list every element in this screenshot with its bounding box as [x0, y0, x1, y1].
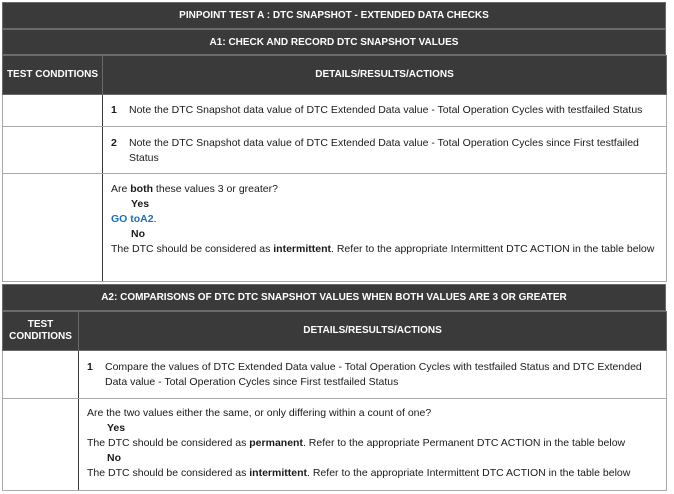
a1-heading: A1: CHECK AND RECORD DTC SNAPSHOT VALUES — [2, 29, 666, 55]
a2-col-details: DETAILS/RESULTS/ACTIONS — [79, 312, 667, 351]
table-row: Are both these values 3 or greater? Yes GO toA2. No The DTC should be considered as intermittent. Refer to the appropriate Intermittent DTC ACTION in the table below — [3, 174, 667, 282]
a1-no-label: No — [131, 228, 145, 240]
a2-yes-text: The DTC should be considered as permanent. Refer to the appropriate Permanent DTC ACTION in the table below — [87, 437, 626, 449]
a2-step1-number: 1 — [87, 361, 93, 373]
a2-no-label: No — [107, 452, 121, 464]
a1-yes-label: Yes — [131, 198, 150, 210]
a2-question: Are the two values either the same, or only differing within a count of one? — [87, 407, 432, 419]
a1-col-conditions: TEST CONDITIONS — [3, 56, 103, 95]
a1-question: Are both these values 3 or greater? — [111, 183, 278, 195]
a2-yes-label: Yes — [107, 422, 126, 434]
a1-no-text: The DTC should be considered as intermittent. Refer to the appropriate Intermittent DTC ACTION in the table below — [111, 243, 655, 255]
a2-no-text: The DTC should be considered as intermittent. Refer to the appropriate Intermittent DTC ACTION in the table below — [87, 467, 631, 479]
a1-col-details: DETAILS/RESULTS/ACTIONS — [103, 56, 667, 95]
a1-step1-number: 1 — [111, 104, 117, 116]
a1-table — [2, 55, 667, 282]
table-row — [3, 127, 667, 174]
table-row — [3, 351, 667, 399]
a2-step1-text: Compare the values of DTC Extended Data value - Total Operation Cycles with testfailed Status and DTC Extended Data value - Total Operation Cycles since First testfailed Status — [105, 361, 642, 388]
table-row — [3, 399, 667, 491]
a2-table — [2, 311, 667, 491]
a1-step2-text: Note the DTC Snapshot data value of DTC Extended Data value - Total Operation Cycles since First testfailed Status — [129, 137, 639, 164]
a2-heading: A2: COMPARISONS OF DTC DTC SNAPSHOT VALUES WHEN BOTH VALUES ARE 3 OR GREATER — [2, 284, 666, 311]
goto-a2-link[interactable]: GO toA2 — [111, 213, 154, 225]
a1-step2-number: 2 — [111, 137, 117, 149]
page-title: PINPOINT TEST A : DTC SNAPSHOT - EXTENDED DATA CHECKS — [2, 2, 666, 29]
table-row — [3, 95, 667, 127]
a1-step1-text: Note the DTC Snapshot data value of DTC Extended Data value - Total Operation Cycles with testfailed Status — [129, 104, 643, 116]
a2-col-conditions: TEST CONDITIONS — [3, 312, 79, 351]
